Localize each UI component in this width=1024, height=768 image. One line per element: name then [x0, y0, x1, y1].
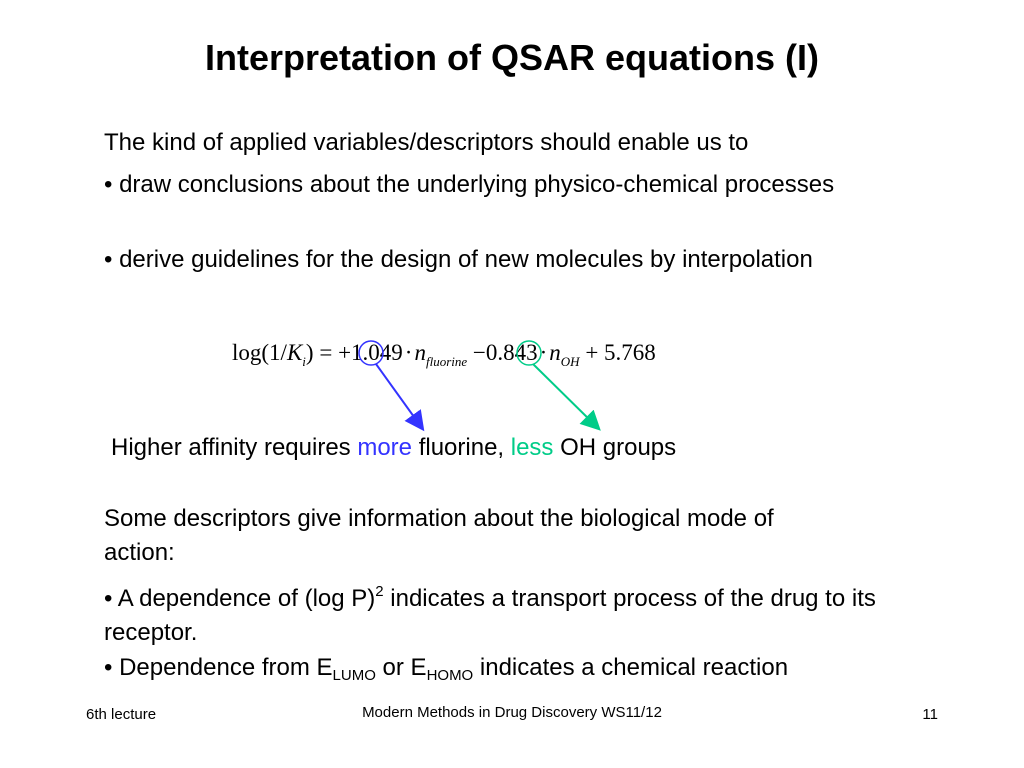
bullet-reaction [104, 651, 964, 693]
eq-constant: + 5.768 [585, 340, 656, 365]
section2-intro: Some descriptors give information about the biological mode of action: [104, 505, 774, 566]
eq-lhs-sub: i [302, 354, 306, 369]
minus-highlight-circle [517, 341, 541, 365]
eq-lhs-log: log(1/ [232, 340, 287, 365]
bullet-reaction-a: • Dependence from E [104, 654, 333, 681]
affinity-part3: OH groups [553, 434, 677, 461]
eq-coef1: 1.049 [351, 340, 403, 365]
more-arrow [376, 364, 422, 428]
bullet-guidelines: • derive guidelines for the design of new molecules by interpolation [104, 246, 813, 273]
affinity-statement [111, 432, 676, 464]
less-arrow [533, 364, 598, 428]
footer-course: Modern Methods in Drug Discovery WS11/12 [362, 704, 662, 721]
eq-coef2: 0.843 [485, 340, 538, 365]
slide-title: Interpretation of QSAR equations (I) [204, 37, 819, 78]
eq-cdot2: · [539, 340, 548, 365]
eq-lhs-close: ) = [305, 340, 333, 365]
bullet-transport-a: • A dependence of (log P) [104, 585, 376, 612]
eq-sign-minus: − [472, 340, 486, 365]
eq-lhs-k: K [286, 340, 303, 365]
intro-text: The kind of applied variables/descriptors should enable us to [104, 129, 749, 156]
footer-lecture: 6th lecture [86, 706, 157, 723]
bullet-reaction-lumo: LUMO [332, 667, 376, 684]
eq-var1: n [414, 340, 426, 365]
footer-page-number: 11 [922, 706, 938, 723]
plus-highlight-circle [359, 341, 383, 365]
eq-sign-plus: + [338, 340, 352, 365]
bullet-reaction-c: indicates a chemical reaction [473, 654, 789, 681]
eq-sub-oh: OH [560, 354, 580, 369]
bullet-transport-b: indicates a transport process of the drug to its receptor. [104, 585, 876, 646]
eq-var2: n [549, 340, 561, 365]
eq-sub-fluorine: fluorine [425, 354, 468, 369]
affinity-part1: Higher affinity requires [111, 434, 358, 461]
bullet-conclusions: • draw conclusions about the underlying physico-chemical processes [104, 171, 835, 198]
bullet-reaction-b: or E [375, 654, 427, 681]
affinity-part2: fluorine, [412, 434, 511, 461]
affinity-more: more [357, 434, 413, 461]
bullet-transport-sup: 2 [375, 583, 384, 600]
eq-cdot1: · [404, 340, 413, 365]
bullet-reaction-homo: HOMO [426, 667, 474, 684]
affinity-less: less [510, 434, 554, 461]
bullet-transport [104, 575, 904, 650]
